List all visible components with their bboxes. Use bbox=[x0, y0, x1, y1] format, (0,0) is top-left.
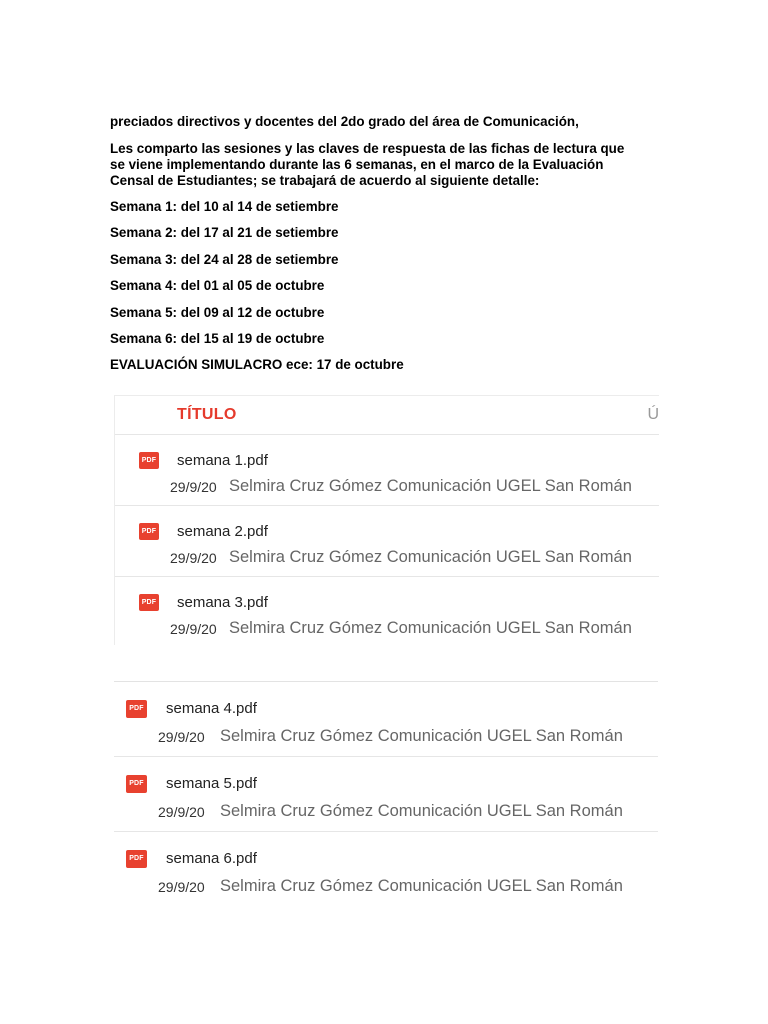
file-row[interactable] bbox=[114, 832, 658, 906]
pdf-icon: PDF bbox=[139, 594, 159, 611]
file-row[interactable] bbox=[115, 435, 659, 506]
schedule-week-4: Semana 4: del 01 al 05 de octubre bbox=[110, 278, 325, 294]
file-name[interactable]: semana 3.pdf bbox=[177, 594, 268, 611]
file-date: 29/9/20 bbox=[170, 479, 217, 495]
file-row[interactable] bbox=[114, 682, 658, 757]
file-date: 29/9/20 bbox=[170, 550, 217, 566]
schedule-week-1: Semana 1: del 10 al 14 de setiembre bbox=[110, 199, 339, 214]
file-owner: Selmira Cruz Gómez Comunicación UGEL San Román bbox=[229, 477, 632, 495]
intro-line: Censal de Estudiantes; se trabajará de acuerdo al siguiente detalle: bbox=[110, 173, 540, 188]
intro-line: se viene implementando durante las 6 semanas, en el marco de la Evaluación bbox=[110, 157, 604, 172]
schedule-week-2: Semana 2: del 17 al 21 de setiembre bbox=[110, 225, 339, 241]
simulacro-line: EVALUACIÓN SIMULACRO ece: 17 de octubre bbox=[110, 357, 404, 373]
file-date: 29/9/20 bbox=[158, 879, 205, 895]
schedule-week-3: Semana 3: del 24 al 28 de setiembre bbox=[110, 251, 339, 267]
file-row[interactable] bbox=[115, 506, 659, 577]
file-date: 29/9/20 bbox=[158, 729, 205, 745]
file-name[interactable]: semana 4.pdf bbox=[166, 700, 257, 717]
file-date: 29/9/20 bbox=[170, 621, 217, 637]
pdf-icon: PDF bbox=[139, 452, 159, 469]
file-name[interactable]: semana 2.pdf bbox=[177, 523, 268, 540]
pdf-icon: PDF bbox=[126, 700, 147, 718]
pdf-icon: PDF bbox=[139, 523, 159, 540]
pdf-icon: PDF bbox=[126, 850, 147, 868]
intro-paragraph bbox=[110, 141, 670, 189]
file-owner: Selmira Cruz Gómez Comunicación UGEL San Román bbox=[229, 548, 632, 566]
file-owner: Selmira Cruz Gómez Comunicación UGEL San Román bbox=[220, 727, 623, 745]
schedule-week-5: Semana 5: del 09 al 12 de octubre bbox=[110, 304, 325, 320]
file-list-screenshot-2 bbox=[114, 681, 658, 902]
file-name[interactable]: semana 1.pdf bbox=[177, 452, 268, 469]
column-header-cut: Ú bbox=[647, 406, 659, 423]
document-body bbox=[110, 114, 670, 373]
intro-line: Les comparto las sesiones y las claves de respuesta de las fichas de lectura que bbox=[110, 141, 625, 156]
file-date: 29/9/20 bbox=[158, 804, 205, 820]
pdf-icon: PDF bbox=[126, 775, 147, 793]
file-owner: Selmira Cruz Gómez Comunicación UGEL San Román bbox=[220, 802, 623, 820]
file-list-screenshot-1 bbox=[114, 395, 659, 645]
file-row[interactable] bbox=[114, 757, 658, 832]
file-name[interactable]: semana 6.pdf bbox=[166, 850, 257, 867]
schedule-week-6: Semana 6: del 15 al 19 de octubre bbox=[110, 330, 325, 346]
file-list-header bbox=[115, 396, 659, 435]
file-name[interactable]: semana 5.pdf bbox=[166, 775, 257, 792]
column-title-header: TÍTULO bbox=[177, 406, 237, 423]
file-owner: Selmira Cruz Gómez Comunicación UGEL San Román bbox=[229, 619, 632, 637]
file-row[interactable] bbox=[115, 577, 659, 647]
file-owner: Selmira Cruz Gómez Comunicación UGEL San Román bbox=[220, 877, 623, 895]
greeting-line: preciados directivos y docentes del 2do grado del área de Comunicación, bbox=[110, 114, 579, 129]
